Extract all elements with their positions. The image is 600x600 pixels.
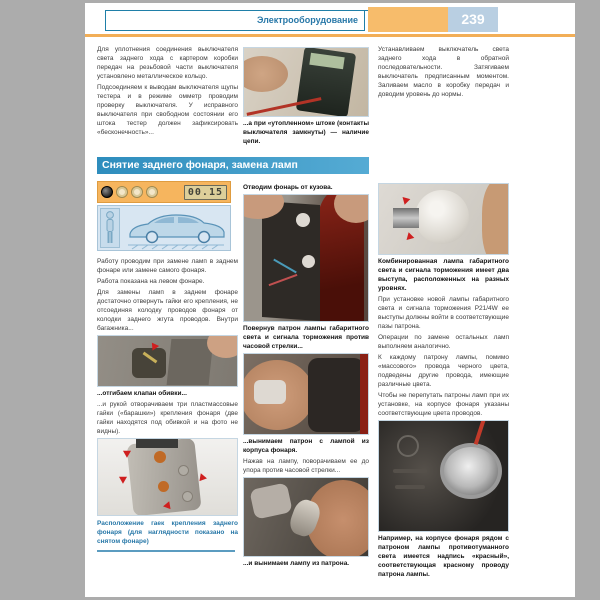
paragraph: К каждому патрону лампы, помимо «массового» провода черного цвета, подведены другие провода, имеющие различные цвета. — [378, 354, 509, 388]
embossed-text-ridge — [395, 485, 425, 489]
hand — [243, 56, 288, 92]
coin-icon — [116, 186, 128, 198]
photo-caption: ...отгибаем клапан обивки... — [97, 390, 187, 397]
socket-gray — [249, 482, 292, 519]
coin-filled-icon — [101, 186, 113, 198]
red-arrow-icon — [404, 232, 415, 243]
photo-socket-turning — [243, 353, 369, 435]
paragraph: Работа показана на левом фонаре. — [97, 278, 205, 285]
photo-bulb-removal — [243, 477, 369, 557]
photo-multimeter-check — [243, 47, 369, 117]
photo-lamp-housing-pulled — [243, 194, 369, 322]
paragraph: Для уплотнения соединения выключателя света заднего хода с картером коробки передач на резьбовой части выключателя установлено металлическое кольцо. — [97, 46, 238, 80]
red-wire — [474, 420, 486, 445]
red-arrow-icon — [197, 472, 207, 481]
paragraph: Работу проводим при замене ламп в заднем фонаре или замене самого фонаря. — [97, 258, 238, 274]
photo-trim-flap — [97, 335, 238, 387]
red-lens-edge — [360, 354, 368, 435]
coin-icon — [146, 186, 158, 198]
orange-lens — [154, 451, 166, 463]
section-title: Снятие заднего фонаря, замена ламп — [102, 159, 298, 171]
embossed-logo — [397, 435, 419, 457]
photo-caption: Повернув патрон лампы габаритного света и сигнала торможения против часовой стрелки... — [243, 325, 369, 350]
bulb-socket — [296, 213, 310, 227]
column-divider-rule — [97, 550, 235, 552]
header-title-box — [105, 10, 365, 31]
header-title: Электрооборудование — [256, 15, 358, 25]
photo-caption: ...а при «утопленном» штоке (контакты выключателя замкнуты) — наличие цепи. — [243, 120, 369, 145]
page-239 — [85, 3, 575, 597]
housing-top-strip — [136, 439, 178, 448]
photo-fog-lamp-socket — [378, 420, 509, 532]
intro-left-column — [97, 45, 238, 139]
photo-caption: ...и вынимаем лампу из патрона. — [243, 560, 350, 567]
photo-caption: Отводим фонарь от кузова. — [243, 184, 333, 191]
fingers — [482, 183, 509, 255]
time-display: 00.15 — [184, 185, 227, 200]
embossed-text-ridge — [393, 469, 427, 473]
difficulty-time-panel — [97, 181, 231, 203]
intro-middle-column — [243, 45, 369, 148]
intro-right-column — [378, 45, 509, 101]
coin-icon — [131, 186, 143, 198]
photo-caption: Комбинированная лампа габаритного света и сигнала торможения имеет два выступа, расположенных на разных уровнях. — [378, 258, 509, 292]
header-orange-block — [368, 7, 448, 32]
paragraph: Нажав на лампу, поворачиваем ее до упора против часовой стрелки... — [243, 458, 369, 474]
access-hole — [132, 348, 166, 378]
page-number: 239 — [448, 7, 498, 32]
left-column — [97, 181, 238, 552]
paragraph: Чтобы не перепутать патроны ламп при их установке, на корпусе фонаря указаны соответствующие цвета проводов. — [378, 392, 509, 417]
bulb-glass — [415, 190, 469, 244]
car-work-panel — [97, 205, 231, 251]
bulb-metal-base — [393, 208, 419, 228]
red-arrow-icon — [119, 473, 129, 483]
mount-stud — [178, 465, 189, 476]
section-banner — [97, 157, 369, 174]
bulb-socket-white — [254, 380, 286, 404]
red-arrow-icon — [400, 194, 411, 205]
right-column — [378, 183, 509, 581]
header-orange-rule — [85, 34, 575, 37]
photo-dual-filament-bulb — [378, 183, 509, 255]
orange-lens — [158, 481, 169, 492]
bulb-socket — [302, 255, 315, 268]
paragraph: Для замены ламп в заднем фонаре достаточно отвернуть гайки его крепления, не отсоединяя колодку проводов фонаря от колодки заднего жгута проводов. Внутри багажника... — [97, 289, 238, 332]
paragraph: ...и рукой отворачиваем три пластмассовые гайки («барашки») крепления фонаря (две гайки находятся под обивкой и на фото не видны). — [97, 401, 238, 435]
photo-caption-blue: Расположение гаек крепления заднего фонаря (для наглядности показано на снятом фонаре) — [97, 520, 238, 545]
person-pictogram-box — [100, 208, 120, 248]
chrome-socket — [440, 443, 502, 499]
paragraph: Устанавливаем выключатель света заднего хода в обратной последовательности. Затягиваем выключатель предписанным моментом. Заливаем масло в коробку передач и доводим уровень до нормы. — [378, 46, 509, 98]
housing-dark — [308, 358, 364, 432]
person-icon — [101, 209, 119, 247]
photo-taillight-rear-view — [97, 438, 238, 516]
paragraph: При установке новой лампы габаритного света и сигнала торможения P21/4W ее выступы должны войти в соответствующие пазы патрона. — [378, 296, 509, 330]
middle-column — [243, 183, 369, 570]
paragraph: Подсоединяем к выводам выключателя щупы тестера и в режиме омметр проводим проверку выключателя. У исправного выключателя при свободном состоянии его штока тестер должен зафиксировать «бесконечность»... — [97, 84, 238, 136]
photo-caption: ...вынимаем патрон с лампой из корпуса фонаря. — [243, 438, 369, 454]
paragraph: Операции по замене остальных ламп выполняем аналогично. — [378, 334, 509, 350]
car-side-view-icon — [124, 208, 228, 250]
photo-caption: Например, на корпусе фонаря рядом с патроном лампы противотуманного света имеется надпись «красный», соответствующая красному проводу патрона лампы. — [378, 535, 509, 578]
mount-stud — [182, 491, 193, 502]
